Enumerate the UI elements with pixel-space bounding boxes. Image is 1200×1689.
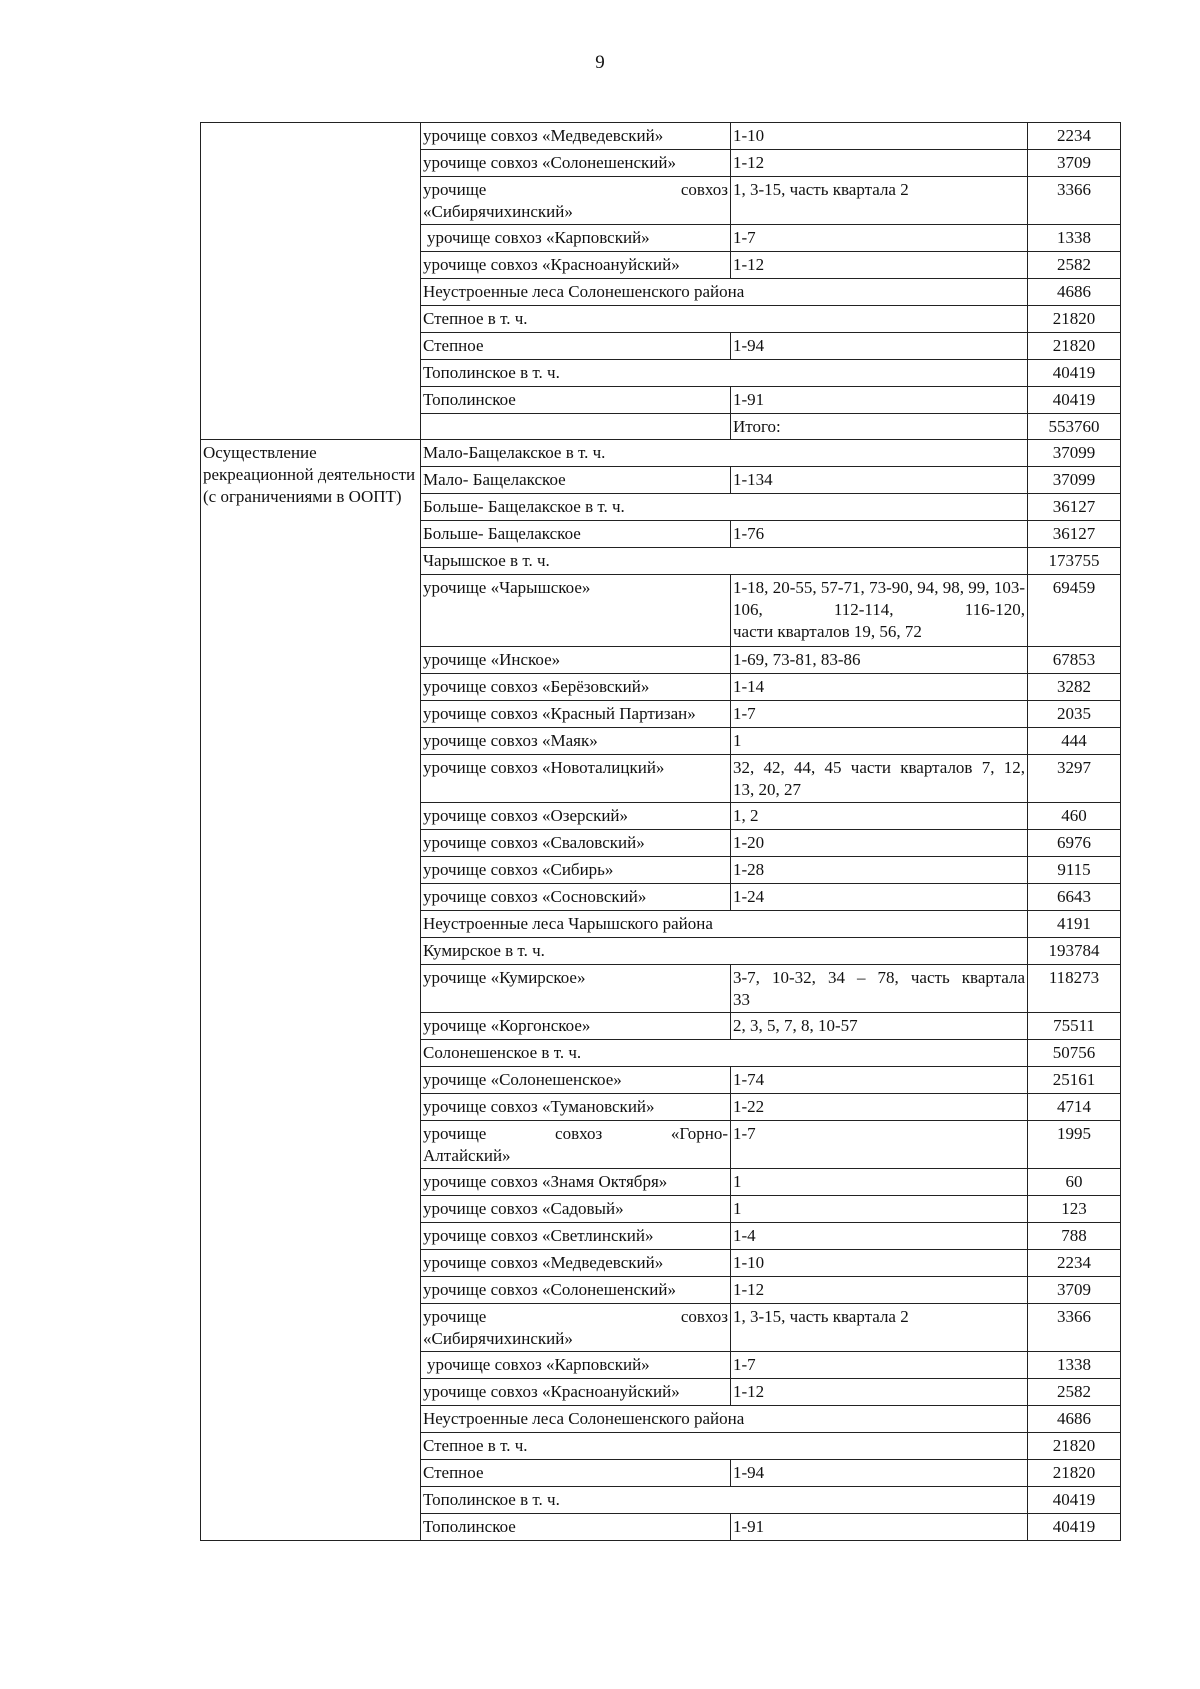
forest-name: урочище совхоз «Сосновский»: [421, 884, 731, 911]
area: 75511: [1028, 1013, 1121, 1040]
area: 118273: [1028, 965, 1121, 1013]
quarters: 1-91: [731, 387, 1028, 414]
quarters: 1-94: [731, 1460, 1028, 1487]
quarters: 1: [731, 728, 1028, 755]
area: 3297: [1028, 755, 1121, 803]
forest-name: Тополинское: [421, 387, 731, 414]
quarters: 1-12: [731, 1277, 1028, 1304]
area: 40419: [1028, 387, 1121, 414]
forest-name: урочище совхоз «Тумановский»: [421, 1094, 731, 1121]
quarters: 1-91: [731, 1514, 1028, 1541]
area: 2234: [1028, 1250, 1121, 1277]
forest-name: урочище совхоз «Сибирь»: [421, 857, 731, 884]
forest-name: Степное в т. ч.: [421, 306, 1028, 333]
quarters: 1-7: [731, 1352, 1028, 1379]
forest-name: урочище совхоз «Берёзовский»: [421, 674, 731, 701]
quarters: 1-7: [731, 225, 1028, 252]
area: 1338: [1028, 1352, 1121, 1379]
area: 37099: [1028, 467, 1121, 494]
quarters: 1-24: [731, 884, 1028, 911]
quarters: 1, 2: [731, 803, 1028, 830]
area: 788: [1028, 1223, 1121, 1250]
area: 123: [1028, 1196, 1121, 1223]
forest-name-line1: урочище совхоз «Горно-: [423, 1124, 728, 1143]
forest-name-line1: урочище совхоз: [423, 180, 728, 199]
forest-name-line2: «Сибирячихинский»: [423, 1329, 573, 1348]
area: 37099: [1028, 440, 1121, 467]
forest-name: Больше- Бащелакское в т. ч.: [421, 494, 1028, 521]
forest-name: Мало- Бащелакское: [421, 467, 731, 494]
forest-name: Тополинское: [421, 1514, 731, 1541]
area: 444: [1028, 728, 1121, 755]
forest-name: Тополинское в т. ч.: [421, 1487, 1028, 1514]
area: 50756: [1028, 1040, 1121, 1067]
quarters: 1-22: [731, 1094, 1028, 1121]
quarters: 1-7: [731, 1121, 1028, 1169]
quarters: 1-76: [731, 521, 1028, 548]
table-row: [201, 123, 1121, 150]
quarters: [731, 755, 1028, 803]
area: 3366: [1028, 1304, 1121, 1352]
quarters: 1-12: [731, 252, 1028, 279]
area: 3709: [1028, 1277, 1121, 1304]
area: 2234: [1028, 123, 1121, 150]
forest-name: урочище совхоз «Светлинский»: [421, 1223, 731, 1250]
area: 40419: [1028, 360, 1121, 387]
quarters: 1-4: [731, 1223, 1028, 1250]
forest-name: урочище совхоз «Карповский»: [421, 1352, 731, 1379]
page-number: 9: [595, 52, 605, 73]
area: 21820: [1028, 1460, 1121, 1487]
area: 2582: [1028, 252, 1121, 279]
forest-name: урочище совхоз «Красноануйский»: [421, 252, 731, 279]
forest-name: урочище совхоз «Медведевский»: [421, 1250, 731, 1277]
quarters: 1-94: [731, 333, 1028, 360]
area: 21820: [1028, 333, 1121, 360]
forest-name: Чарышское в т. ч.: [421, 548, 1028, 575]
forest-name: урочище совхоз «Солонешенский»: [421, 1277, 731, 1304]
purpose-cell: [201, 123, 421, 440]
area: 1995: [1028, 1121, 1121, 1169]
quarters: 1-10: [731, 1250, 1028, 1277]
forest-name-line2: Алтайский»: [423, 1146, 511, 1165]
quarters: 1-12: [731, 1379, 1028, 1406]
forest-name-line2: «Сибирячихинский»: [423, 202, 573, 221]
area: 6976: [1028, 830, 1121, 857]
forest-name: [421, 1121, 731, 1169]
purpose-cell: Осуществление рекреационной деятельности (с ограничениями в ООПТ): [201, 440, 421, 1541]
area: 3709: [1028, 150, 1121, 177]
area: 21820: [1028, 306, 1121, 333]
quarters: 1-134: [731, 467, 1028, 494]
forest-name: Тополинское в т. ч.: [421, 360, 1028, 387]
quarters-line: 1-18, 20-55, 57-71, 73-90, 94, 98, 99, 103-106, 112-114, 116-120,: [733, 578, 1025, 619]
area: 67853: [1028, 647, 1121, 674]
quarters: 1-20: [731, 830, 1028, 857]
quarters: 1-7: [731, 701, 1028, 728]
area: 69459: [1028, 575, 1121, 647]
area: 3282: [1028, 674, 1121, 701]
quarters: [731, 575, 1028, 647]
forest-name: урочище совхоз «Озерский»: [421, 803, 731, 830]
area: 2582: [1028, 1379, 1121, 1406]
forest-name: урочище совхоз «Сваловский»: [421, 830, 731, 857]
area: 4191: [1028, 911, 1121, 938]
quarters-line: 32, 42, 44, 45 части кварталов 7, 12,: [733, 758, 1025, 777]
quarters: 1-10: [731, 123, 1028, 150]
forest-name: урочище совхоз «Садовый»: [421, 1196, 731, 1223]
area: 60: [1028, 1169, 1121, 1196]
area: 4686: [1028, 279, 1121, 306]
forest-name: урочище «Коргонское»: [421, 1013, 731, 1040]
total-area: 553760: [1028, 414, 1121, 440]
quarters: 1: [731, 1169, 1028, 1196]
forest-name: Степное в т. ч.: [421, 1433, 1028, 1460]
forest-name: урочище совхоз «Знамя Октября»: [421, 1169, 731, 1196]
quarters-line: 13, 20, 27: [733, 780, 801, 799]
forest-name-line1: урочище совхоз: [423, 1307, 728, 1326]
area: 25161: [1028, 1067, 1121, 1094]
quarters-line: части кварталов 19, 56, 72: [733, 622, 922, 641]
empty-cell: [421, 414, 731, 440]
quarters: 1, 3-15, часть квартала 2: [731, 177, 1028, 225]
area: 173755: [1028, 548, 1121, 575]
forest-name: Мало-Бащелакское в т. ч.: [421, 440, 1028, 467]
quarters: 1-14: [731, 674, 1028, 701]
forest-name: урочище совхоз «Красный Партизан»: [421, 701, 731, 728]
area: 4714: [1028, 1094, 1121, 1121]
forest-name: урочище «Кумирское»: [421, 965, 731, 1013]
area: 36127: [1028, 494, 1121, 521]
forest-name: Неустроенные леса Солонешенского района: [421, 1406, 1028, 1433]
forestry-table: [200, 122, 1121, 1541]
forest-name: Кумирское в т. ч.: [421, 938, 1028, 965]
forest-name: [421, 177, 731, 225]
area: 6643: [1028, 884, 1121, 911]
forest-name: урочище совхоз «Красноануйский»: [421, 1379, 731, 1406]
forest-name: урочище «Инское»: [421, 647, 731, 674]
area: 36127: [1028, 521, 1121, 548]
area: 9115: [1028, 857, 1121, 884]
forest-name: Солонешенское в т. ч.: [421, 1040, 1028, 1067]
forest-name: Больше- Бащелакское: [421, 521, 731, 548]
forest-name: Неустроенные леса Чарышского района: [421, 911, 1028, 938]
forest-name: [421, 1304, 731, 1352]
forest-name: урочище «Солонешенское»: [421, 1067, 731, 1094]
area: 1338: [1028, 225, 1121, 252]
quarters-line: 33: [733, 990, 750, 1009]
forest-name: Степное: [421, 1460, 731, 1487]
forest-name: урочище «Чарышское»: [421, 575, 731, 647]
forest-name: урочище совхоз «Медведевский»: [421, 123, 731, 150]
quarters: 1-69, 73-81, 83-86: [731, 647, 1028, 674]
area: 2035: [1028, 701, 1121, 728]
forest-name: Степное: [421, 333, 731, 360]
quarters: 1-74: [731, 1067, 1028, 1094]
quarters: 2, 3, 5, 7, 8, 10-57: [731, 1013, 1028, 1040]
quarters: [731, 965, 1028, 1013]
quarters: 1: [731, 1196, 1028, 1223]
area: 4686: [1028, 1406, 1121, 1433]
forest-name: Неустроенные леса Солонешенского района: [421, 279, 1028, 306]
quarters: 1, 3-15, часть квартала 2: [731, 1304, 1028, 1352]
quarters-line: 3-7, 10-32, 34 – 78, часть квартала: [733, 968, 1025, 987]
quarters: 1-28: [731, 857, 1028, 884]
area: 3366: [1028, 177, 1121, 225]
total-label: Итого:: [731, 414, 1028, 440]
area: 193784: [1028, 938, 1121, 965]
area: 460: [1028, 803, 1121, 830]
forest-name: урочище совхоз «Новоталицкий»: [421, 755, 731, 803]
quarters: 1-12: [731, 150, 1028, 177]
area: 40419: [1028, 1514, 1121, 1541]
area: 21820: [1028, 1433, 1121, 1460]
forest-name: урочище совхоз «Карповский»: [421, 225, 731, 252]
area: 40419: [1028, 1487, 1121, 1514]
forest-name: урочище совхоз «Солонешенский»: [421, 150, 731, 177]
table-row: [201, 440, 1121, 467]
forest-name: урочище совхоз «Маяк»: [421, 728, 731, 755]
